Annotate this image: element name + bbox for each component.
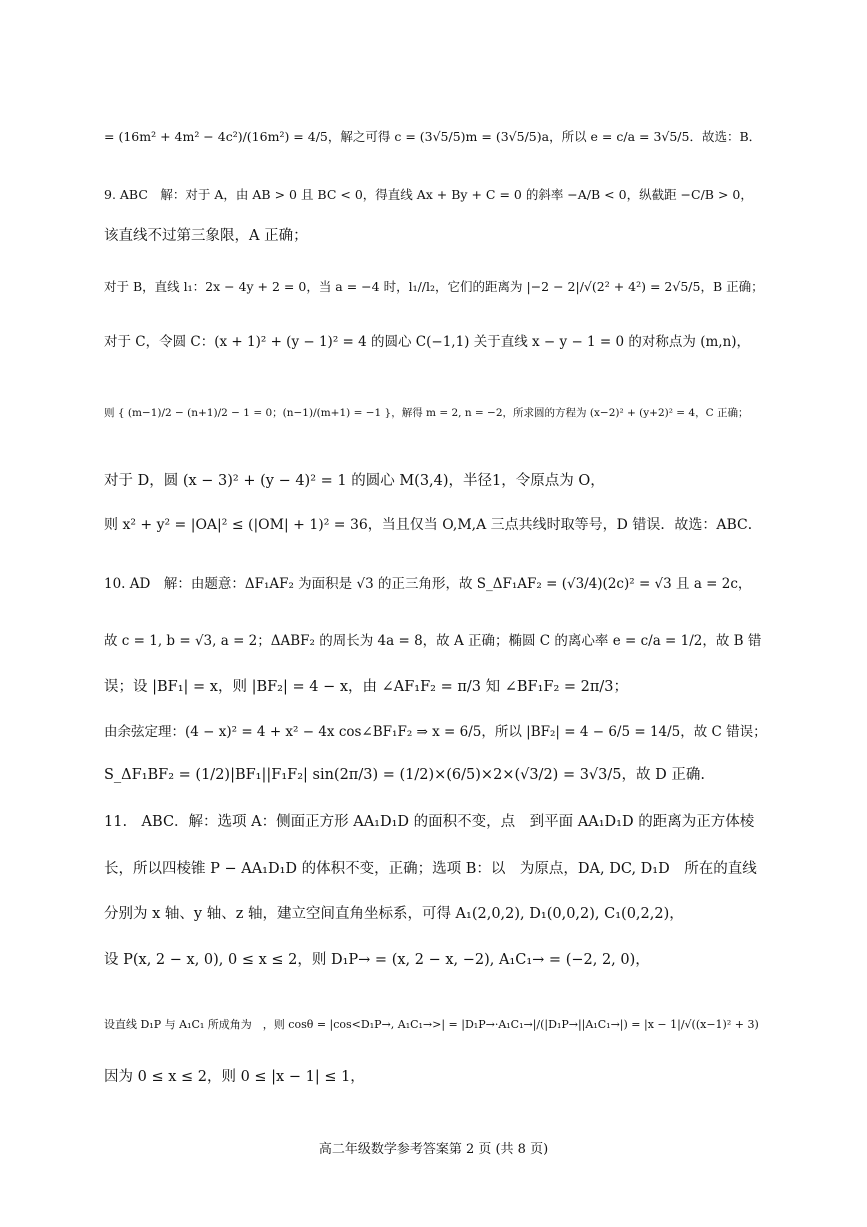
text-line-12: 由余弦定理：(4 − x)² = 4 + x² − 4x cos∠BF₁F₂ ⇒ x = 6/5，所以 |BF₂| = 4 − 6/5 = 14/5，故 C 错误；	[104, 724, 767, 740]
text-line-1: = (16m² + 4m² − 4c²)/(16m²) = 4/5，解之可得 c = (3√5/5)m = (3√5/5)a，所以 e = c/a = 3√5/5．故选：B．	[104, 129, 762, 144]
text-line-4: 对于 B，直线 l₁：2x − 4y + 2 = 0，当 a = −4 时，l₁//l₂，它们的距离为 |−2 − 2|/√(2² + 4²) = 2√5/5，B 正确；	[104, 279, 764, 294]
text-line-6: 则 { (m−1)/2 − (n+1)/2 − 1 = 0；(n−1)/(m+1) = −1 }，解得 m = 2, n = −2，所求圆的方程为 (x−2)² + (y+2)² = 4，C 正确；	[104, 407, 749, 419]
text-line-15: 长，所以四棱锥 P − AA₁D₁D 的体积不变，正确；选项 B：以 为原点，DA, DC, D₁D 所在的直线	[104, 861, 757, 877]
text-line-3: 该直线不过第三象限，A 正确；	[104, 228, 308, 244]
text-line-7: 对于 D，圆 (x − 3)² + (y − 4)² = 1 的圆心 M(3,4)，半径1，令原点为 O，	[104, 473, 605, 489]
text-line-8: 则 x² + y² = |OA|² ≤ (|OM| + 1)² = 36，当且仅当 O,M,A 三点共线时取等号，D 错误．故选：ABC．	[104, 517, 762, 533]
text-line-2: 9. ABC 解：对于 A，由 AB > 0 且 BC < 0，得直线 Ax + By + C = 0 的斜率 −A/B < 0，纵截距 −C/B > 0，	[104, 187, 753, 202]
text-line-5: 对于 C，令圆 C：(x + 1)² + (y − 1)² = 4 的圆心 C(−1,1) 关于直线 x − y − 1 = 0 的对称点为 (m,n)，	[104, 334, 751, 350]
text-line-18: 设直线 D₁P 与 A₁C₁ 所成角为 ，则 cosθ = |cos<D₁P→, A₁C₁→>| = |D₁P→·A₁C₁→|/(|D₁P→||A₁C₁→|) = |x − 1|/√((x−1)² + 3)	[104, 1018, 759, 1031]
text-line-10: 故 c = 1, b = √3, a = 2；ΔABF₂ 的周长为 4a = 8，故 A 正确；椭圆 C 的离心率 e = c/a = 1/2，故 B 错	[104, 633, 762, 649]
text-line-11: 误；设 |BF₁| = x，则 |BF₂| = 4 − x，由 ∠AF₁F₂ = π/3 知 ∠BF₁F₂ = 2π/3；	[104, 679, 628, 695]
text-line-9: 10. AD 解：由题意：ΔF₁AF₂ 为面积是 √3 的正三角形，故 S_ΔF₁AF₂ = (√3/4)(2c)² = √3 且 a = 2c，	[104, 576, 752, 592]
text-line-19: 因为 0 ≤ x ≤ 2，则 0 ≤ |x − 1| ≤ 1，	[104, 1069, 365, 1085]
text-line-14: 11. ABC．解：选项 A：侧面正方形 AA₁D₁D 的面积不变，点 到平面 AA₁D₁D 的距离为正方体棱	[104, 814, 755, 830]
page-footer: 高二年级数学参考答案第 2 页 (共 8 页)	[318, 1142, 549, 1157]
text-line-16: 分别为 x 轴、y 轴、z 轴，建立空间直角坐标系，可得 A₁(2,0,2), D₁(0,0,2), C₁(0,2,2)，	[104, 906, 684, 922]
text-line-17: 设 P(x, 2 − x, 0), 0 ≤ x ≤ 2，则 D₁P→ = (x, 2 − x, −2), A₁C₁→ = (−2, 2, 0)，	[104, 952, 650, 968]
text-line-13: S_ΔF₁BF₂ = (1/2)|BF₁||F₁F₂| sin(2π/3) = (1/2)×(6/5)×2×(√3/2) = 3√3/5，故 D 正确.	[104, 767, 705, 783]
